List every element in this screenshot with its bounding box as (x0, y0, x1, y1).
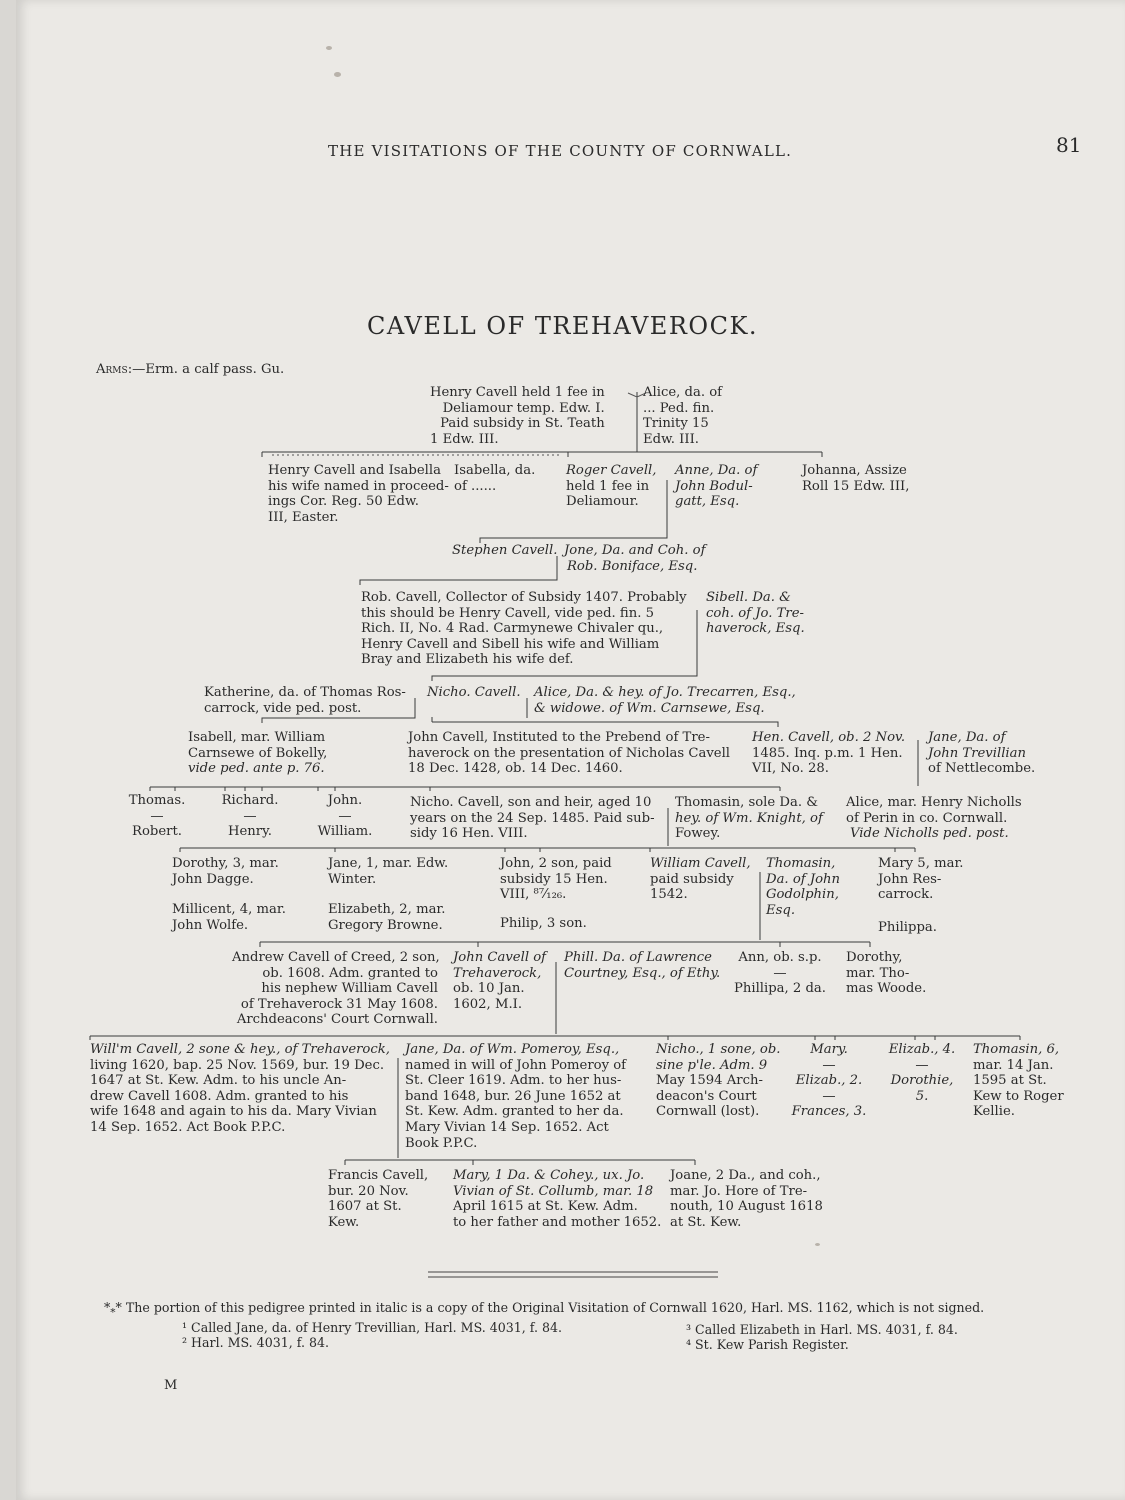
jone-boniface: Jone, Da. and Coh. of Rob. Boniface, Esq. (564, 543, 706, 574)
running-head: THE VISITATIONS OF THE COUNTY OF CORNWALL. (328, 142, 793, 160)
mary-rescarrock: Mary 5, mar. John Res- carrock. (878, 856, 964, 903)
william-cavell-1542: William Cavell, paid subsidy 1542. (650, 856, 751, 903)
john-second-son: John, 2 son, paid subsidy 15 Hen. VIII, ⁸⁷⁄₁₂₆. (500, 856, 612, 903)
hen-cavell: Hen. Cavell, ob. 2 Nov. 1485. Inq. p.m. 1 Hen. VII, No. 28. (752, 730, 906, 777)
philip-third-son: Philip, 3 son. (500, 916, 587, 931)
joane-hore: Joane, 2 Da., and coh., mar. Jo. Hore of Tre- nouth, 10 August 1618 at St. Kew. (670, 1168, 823, 1230)
henry-cavell-gen1: Henry Cavell held 1 fee in Deliamour temp. Edw. I. Paid subsidy in St. Teath 1 Edw. III. (430, 385, 605, 447)
isabell-carnsewe: Isabell, mar. William Carnsewe of Bokelly, vide ped. ante p. 76. (188, 730, 328, 777)
arms-text: :—Erm. a calf pass. Gu. (127, 362, 285, 377)
roger-cavell: Roger Cavell, held 1 fee in Deliamour. (566, 463, 657, 510)
john-cavell-trehaverock: John Cavell of Trehaverock, ob. 10 Jan. 1602, M.I. (453, 950, 547, 1012)
jane-pomeroy: Jane, Da. of Wm. Pomeroy, Esq., named in will of John Pomeroy of St. Cleer 1619. Adm. to her hus- band 1648, bur. 26 June 1652 at St. Kew. Adm. granted to her da. Mary Vivian 14 Sep. 1652. Act Book P.P.C. (405, 1042, 627, 1151)
willm-cavell: Will'm Cavell, 2 sone & hey., of Trehaverock, living 1620, bap. 25 Nov. 1569, bur. 19 Dec. 1647 at St. Kew. Adm. to his uncle An- drew Cavell 1608. Adm. granted to his wife 1648 and again to his da. Mary Vivian 14 Sep. 1652. Act Book P.P.C. (90, 1042, 390, 1135)
footnote-star: $*_**$ The portion of this pedigree printed in italic is a copy of the Original Visitation of Cornwall 1620, Harl. MS. 1162, which is not signed. (104, 1300, 985, 1319)
anne-bodulgatt: Anne, Da. of John Bodul- gatt, Esq. (675, 463, 758, 510)
sons-thomas-robert: Thomas. — Robert. (128, 793, 186, 840)
mary-vivian: Mary, 1 Da. & Cohey., ux. Jo. Vivian of St. Collumb, mar. 18 April 1615 at St. Kew. Adm. to her father and mother 1652. (453, 1168, 662, 1230)
rob-cavell: Rob. Cavell, Collector of Subsidy 1407. Probably this should be Henry Cavell, vide ped. fin. 5 Rich. II, No. 4 Rad. Carmynewe Chivaler qu., Henry Cavell and Sibell his wife and William Bray and Elizabeth his wife def. (361, 590, 687, 668)
henry-cavell-gen2: Henry Cavell and Isabella his wife named in proceed- ings Cor. Reg. 50 Edw. III, Easter. (268, 463, 449, 525)
andrew-cavell: Andrew Cavell of Creed, 2 son, ob. 1608. Adm. granted to his nephew William Cavell of Trehaverock 31 May 1608. Archdeacons' Court Cornwall. (232, 950, 440, 1028)
john-cavell-prebend: John Cavell, Instituted to the Prebend of Tre- haverock on the presentation of Nicholas Cavell 18 Dec. 1428, ob. 14 Dec. 1460. (408, 730, 731, 777)
stephen-cavell: Stephen Cavell. (452, 543, 558, 558)
daughters-mary-elizab-frances: Mary. — Elizab., 2. — Frances, 3. (791, 1042, 867, 1120)
elizabeth-browne: Elizabeth, 2, mar. Gregory Browne. (328, 902, 446, 933)
footnote-1: ¹ Called Jane, da. of Henry Trevillian, Harl. MS. 4031, f. 84. (182, 1320, 563, 1335)
signature-mark: M (164, 1378, 178, 1393)
jane-winter: Jane, 1, mar. Edw. Winter. (328, 856, 449, 887)
ann-phillipa: Ann, ob. s.p. — Phillipa, 2 da. (733, 950, 826, 997)
sibell-trehaverock: Sibell. Da. & coh. of Jo. Tre- haverock, Esq. (706, 590, 805, 637)
paper-speck (334, 72, 341, 77)
dorothy-dagge: Dorothy, 3, mar. John Dagge. (172, 856, 279, 887)
page-number: 81 (1056, 133, 1082, 157)
katherine-roscarrock: Katherine, da. of Thomas Ros- carrock, vide ped. post. (204, 685, 406, 716)
dorothy-woode: Dorothy, mar. Tho- mas Woode. (846, 950, 927, 997)
paper-speck (815, 1243, 820, 1246)
alice-nicholls: Alice, mar. Henry Nicholls of Perin in co. Cornwall. Vide Nicholls ped. post. (846, 795, 1022, 842)
millicent-wolfe: Millicent, 4, mar. John Wolfe. (172, 902, 286, 933)
thomasin-godolphin: Thomasin, Da. of John Godolphin, Esq. (766, 856, 841, 918)
arms-label: Arms (96, 362, 128, 377)
nicho-first-son: Nicho., 1 sone, ob. sine p'le. Adm. 9 May 1594 Arch- deacon's Court Cornwall (lost). (656, 1042, 781, 1120)
nicho-cavell-gen5: Nicho. Cavell. (427, 685, 521, 700)
page-title: CAVELL OF TREHAVEROCK. (367, 312, 758, 340)
alice-trecarren: Alice, Da. & hey. of Jo. Trecarren, Esq., & widowe. of Wm. Carnsewe, Esq. (534, 685, 796, 716)
isabella-gen2: Isabella, da. of ...... (454, 463, 536, 494)
nicho-cavell-heir: Nicho. Cavell, son and heir, aged 10 years on the 24 Sep. 1485. Paid sub- sidy 16 Hen. VIII. (410, 795, 655, 842)
alice-gen1: Alice, da. of ... Ped. fin. Trinity 15 Edw. III. (643, 385, 723, 447)
jane-trevillian: Jane, Da. of John Trevillian of Nettlecombe. (928, 730, 1036, 777)
philippa: Philippa. (878, 920, 937, 935)
daughters-elizab-dorothie: Elizab., 4. — Dorothie, 5. (888, 1042, 956, 1104)
arms-line (96, 362, 284, 377)
footnote-4: ⁴ St. Kew Parish Register. (686, 1337, 849, 1352)
paper-speck (326, 46, 332, 50)
thomasin-kellie: Thomasin, 6, mar. 14 Jan. 1595 at St. Kew to Roger Kellie. (973, 1042, 1064, 1120)
sons-john-william: John. — William. (317, 793, 373, 840)
thomasin-knight: Thomasin, sole Da. & hey. of Wm. Knight, of Fowey. (675, 795, 823, 842)
francis-cavell: Francis Cavell, bur. 20 Nov. 1607 at St. Kew. (328, 1168, 429, 1230)
phill-courtney: Phill. Da. of Lawrence Courtney, Esq., of Ethy. (564, 950, 721, 981)
sons-richard-henry: Richard. — Henry. (221, 793, 279, 840)
footnote-3: ³ Called Elizabeth in Harl. MS. 4031, f. 84. (686, 1322, 958, 1337)
footnote-2: ² Harl. MS. 4031, f. 84. (182, 1335, 329, 1350)
johanna: Johanna, Assize Roll 15 Edw. III, (802, 463, 910, 494)
